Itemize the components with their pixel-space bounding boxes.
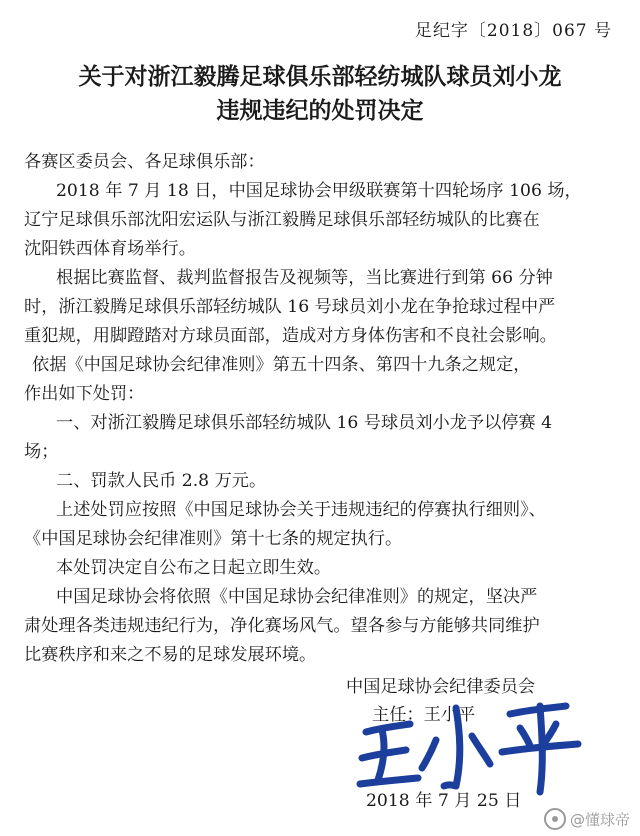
handwritten-signature [352, 688, 602, 798]
para-6-line-3: 比赛秩序和来之不易的足球发展环境。 [24, 645, 317, 665]
penalty-item-1-line-1: 一、对浙江毅腾足球俱乐部轻纺城队 16 号球员刘小龙予以停赛 4 [56, 413, 553, 433]
para-2-line-3: 重犯规，用脚蹬踏对方球员面部，造成对方身体伤害和不良社会影响。 [24, 326, 557, 346]
title-line-2: 违规违纪的处罚决定 [216, 98, 424, 124]
para-3-line-2: 作出如下处罚： [24, 384, 145, 404]
title-line-1: 关于对浙江毅腾足球俱乐部轻纺城队球员刘小龙 [78, 64, 562, 90]
signature-head: 主任：王小平 [372, 705, 476, 725]
watermark-logo-icon [544, 808, 566, 830]
para-3-line-1: 依据《中国足球协会纪律准则》第五十四条、第四十九条之规定， [32, 355, 531, 375]
para-4-line-1: 上述处罚应按照《中国足球协会关于违规违纪的停赛执行细则》、 [56, 500, 546, 520]
para-2-line-1: 根据比赛监督、裁判监督报告及视频等，当比赛进行到第 66 分钟 [56, 268, 553, 288]
penalty-item-1-line-2: 场； [24, 442, 59, 462]
document-date: 2018 年 7 月 25 日 [366, 791, 522, 811]
document-title [0, 60, 640, 128]
para-4-line-2: 《中国足球协会纪律准则》第十七条的规定执行。 [24, 529, 403, 549]
watermark [544, 808, 630, 830]
penalty-item-2: 二、罚款人民币 2.8 万元。 [56, 471, 267, 491]
para-6-line-2: 肃处理各类违规违纪行为，净化赛场风气。望各参与方能够共同维护 [24, 616, 540, 636]
para-5: 本处罚决定自公布之日起立即生效。 [56, 558, 332, 578]
para-1-line-2: 辽宁足球俱乐部沈阳宏运队与浙江毅腾足球俱乐部轻纺城队的比赛在 [24, 210, 540, 230]
para-2-line-2: 时，浙江毅腾足球俱乐部轻纺城队 16 号球员刘小龙在争抢球过程中严 [24, 297, 556, 317]
signature-organization: 中国足球协会纪律委员会 [346, 677, 536, 697]
salutation: 各赛区委员会、各足球俱乐部： [24, 152, 265, 172]
document-number: 足纪字〔2018〕067 号 [414, 21, 612, 41]
para-6-line-1: 中国足球协会将依照《中国足球协会纪律准则》的规定，坚决严 [56, 587, 538, 607]
watermark-text: @懂球帝 [569, 810, 630, 829]
para-1-line-3: 沈阳铁西体育场举行。 [24, 239, 196, 259]
para-1-line-1: 2018 年 7 月 18 日，中国足球协会甲级联赛第十四轮场序 106 场， [56, 181, 582, 201]
document-body [0, 148, 640, 670]
